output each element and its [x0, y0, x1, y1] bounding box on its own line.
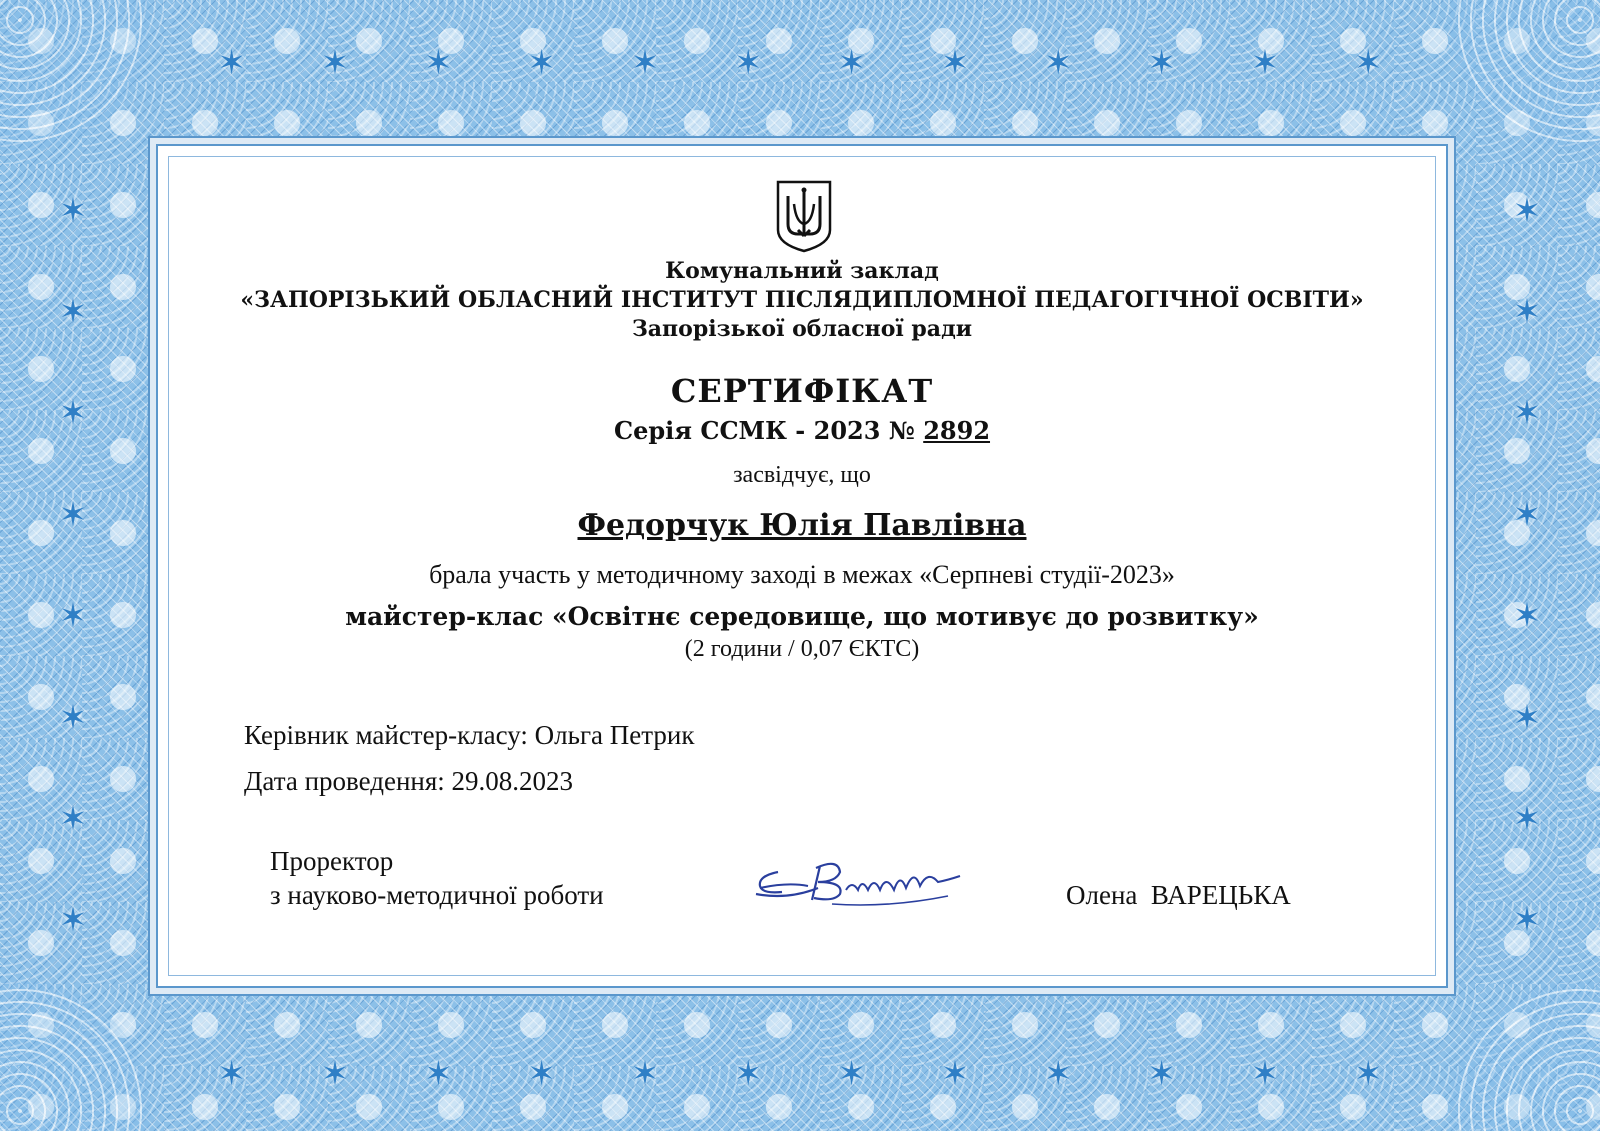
star-ornament-icon: ✶	[58, 900, 88, 941]
star-ornament-icon: ✶	[320, 1054, 350, 1094]
star-ornament-icon: ✶	[1147, 1054, 1176, 1094]
star-ornament-icon: ✶	[1512, 190, 1542, 231]
star-ornament-icon: ✶	[1512, 596, 1542, 637]
institution-type: Комунальний заклад	[665, 258, 939, 284]
event-hours: (2 години / 0,07 ЄКТС)	[684, 636, 920, 662]
certificate-number: 2892	[923, 416, 991, 445]
star-ornament-icon: ✶	[1512, 393, 1542, 434]
institution-council: Запорізької обласної ради	[631, 316, 973, 342]
certificate-title: СЕРТИФІКАТ	[670, 372, 934, 410]
star-ornament-icon: ✶	[527, 43, 556, 83]
star-ornament-icon: ✶	[58, 393, 88, 434]
star-ornament-icon: ✶	[734, 43, 763, 83]
signatory-position-line2: з науково-методичної роботи	[270, 880, 604, 910]
border-ornament-left	[48, 160, 98, 971]
handwritten-signature	[748, 852, 968, 914]
star-ornament-icon: ✶	[1044, 43, 1073, 83]
corner-ornament	[0, 0, 150, 150]
star-ornament-icon: ✶	[630, 43, 660, 83]
participation-text: брала участь у методичному заході в межах «Серпневі студії-2023»	[429, 560, 1175, 589]
certificate-series	[158, 416, 1446, 445]
star-ornament-icon: ✶	[1512, 798, 1542, 839]
star-ornament-icon: ✶	[217, 1054, 246, 1094]
star-ornament-icon: ✶	[1512, 697, 1542, 738]
star-ornament-icon: ✶	[58, 292, 88, 333]
star-ornament-icon: ✶	[1512, 292, 1542, 333]
certifies-text: засвідчує, що	[733, 462, 871, 488]
recipient-name: Федорчук Юлія Павлівна	[577, 508, 1027, 543]
border-ornament-right	[1502, 160, 1552, 971]
institution-name: «ЗАПОРІЗЬКИЙ ОБЛАСНИЙ ІНСТИТУТ ПІСЛЯДИПЛОМНОЇ ПЕДАГОГІЧНОЇ ОСВІТИ»	[240, 287, 1364, 313]
series-prefix: Серія ССМК - 2023 №	[613, 416, 924, 445]
star-ornament-icon: ✶	[1250, 43, 1280, 83]
star-ornament-icon: ✶	[1044, 1054, 1073, 1094]
signatory-position-line1: Проректор	[270, 846, 394, 876]
trident-coat-of-arms-icon	[774, 178, 834, 254]
star-ornament-icon: ✶	[1354, 43, 1383, 83]
star-ornament-icon: ✶	[320, 43, 350, 83]
border-ornament-top	[180, 38, 1420, 88]
border-ornament-bottom	[180, 1049, 1420, 1099]
star-ornament-icon: ✶	[527, 1054, 556, 1094]
star-ornament-icon: ✶	[837, 1054, 866, 1094]
star-ornament-icon: ✶	[1354, 1054, 1383, 1094]
star-ornament-icon: ✶	[940, 43, 970, 83]
star-ornament-icon: ✶	[424, 43, 453, 83]
star-ornament-icon: ✶	[58, 190, 88, 231]
event-date: Дата проведення: 29.08.2023	[244, 766, 574, 796]
star-ornament-icon: ✶	[217, 43, 246, 83]
star-ornament-icon: ✶	[1250, 1054, 1280, 1094]
corner-ornament	[1450, 0, 1600, 150]
star-ornament-icon: ✶	[58, 697, 88, 738]
event-title: майстер-клас «Освітнє середовище, що мотивує до розвитку»	[345, 602, 1259, 631]
signatory-name: Олена ВАРЕЦЬКА	[1066, 880, 1291, 910]
star-ornament-icon: ✶	[1147, 43, 1176, 83]
star-ornament-icon: ✶	[58, 494, 88, 535]
star-ornament-icon: ✶	[58, 798, 88, 839]
master-class-head: Керівник майстер-класу: Ольга Петрик	[244, 720, 695, 750]
star-ornament-icon: ✶	[424, 1054, 453, 1094]
star-ornament-icon: ✶	[837, 43, 866, 83]
corner-ornament	[1450, 981, 1600, 1131]
star-ornament-icon: ✶	[58, 596, 88, 637]
certificate-body	[156, 144, 1448, 988]
corner-ornament	[0, 981, 150, 1131]
star-ornament-icon: ✶	[630, 1054, 660, 1094]
star-ornament-icon: ✶	[1512, 494, 1542, 535]
star-ornament-icon: ✶	[940, 1054, 970, 1094]
star-ornament-icon: ✶	[734, 1054, 763, 1094]
star-ornament-icon: ✶	[1512, 900, 1542, 941]
